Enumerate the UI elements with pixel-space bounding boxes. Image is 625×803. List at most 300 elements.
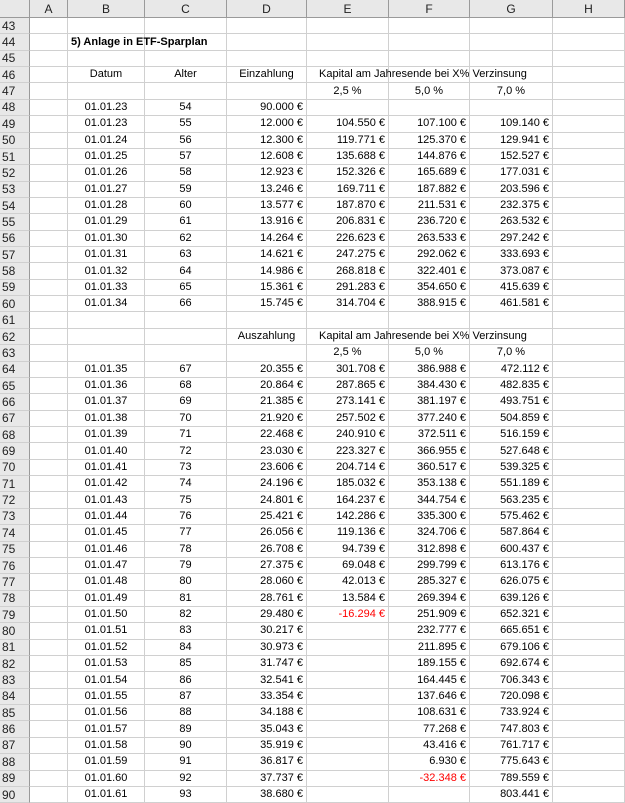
cell-a[interactable] [30,427,68,443]
capital-5-0-cell[interactable]: 354.650 € [389,280,470,296]
amount-cell[interactable]: 15.361 € [227,280,307,296]
capital-5-0-cell[interactable]: 324.706 € [389,525,470,541]
capital-7-0-cell[interactable]: 527.648 € [470,443,553,459]
age-cell[interactable]: 78 [145,542,227,558]
header-datum[interactable]: Datum [68,67,145,83]
cell-h[interactable] [553,100,625,116]
cell-h[interactable] [553,558,625,574]
date-cell[interactable]: 01.01.41 [68,460,145,476]
cell-a[interactable] [30,312,68,328]
cell-a[interactable] [30,640,68,656]
amount-cell[interactable]: 21.385 € [227,394,307,410]
cell-h[interactable] [553,574,625,590]
capital-5-0-cell[interactable]: 384.430 € [389,378,470,394]
cell-g[interactable] [470,34,553,50]
capital-7-0-cell[interactable]: 626.075 € [470,574,553,590]
capital-5-0-cell[interactable]: -32.348 € [389,771,470,787]
cell-h[interactable] [553,705,625,721]
capital-5-0-cell[interactable]: 335.300 € [389,509,470,525]
amount-cell[interactable]: 23.606 € [227,460,307,476]
amount-cell[interactable]: 36.817 € [227,754,307,770]
capital-7-0-cell[interactable]: 652.321 € [470,607,553,623]
row-header[interactable]: 47 [0,83,30,99]
age-cell[interactable]: 63 [145,247,227,263]
header-kapital[interactable]: Kapital am Jahresende bei X% Verzinsung [307,67,389,83]
cell-c[interactable] [145,51,227,67]
age-cell[interactable]: 89 [145,721,227,737]
header-alter[interactable]: Alter [145,67,227,83]
age-cell[interactable]: 92 [145,771,227,787]
capital-5-0-cell[interactable]: 251.909 € [389,607,470,623]
row-header[interactable]: 45 [0,51,30,67]
age-cell[interactable]: 88 [145,705,227,721]
age-cell[interactable]: 77 [145,525,227,541]
cell-d[interactable] [227,345,307,361]
cell-h[interactable] [553,394,625,410]
capital-5-0-cell[interactable]: 322.401 € [389,263,470,279]
cell-c[interactable] [145,18,227,34]
cell-e[interactable] [307,18,389,34]
capital-7-0-cell[interactable]: 733.924 € [470,705,553,721]
date-cell[interactable]: 01.01.28 [68,198,145,214]
date-cell[interactable]: 01.01.29 [68,214,145,230]
cell-f[interactable] [389,787,470,803]
cell-h[interactable] [553,787,625,803]
row-header[interactable]: 52 [0,165,30,181]
age-cell[interactable]: 79 [145,558,227,574]
row-header[interactable]: 55 [0,214,30,230]
cell-a[interactable] [30,591,68,607]
age-cell[interactable]: 87 [145,689,227,705]
capital-2-5-cell[interactable]: 240.910 € [307,427,389,443]
cell-a[interactable] [30,133,68,149]
row-header[interactable]: 44 [0,34,30,50]
capital-5-0-cell[interactable]: 211.895 € [389,640,470,656]
date-cell[interactable]: 01.01.39 [68,427,145,443]
capital-5-0-cell[interactable]: 107.100 € [389,116,470,132]
header-einzahlung[interactable]: Einzahlung [227,67,307,83]
capital-2-5-cell[interactable]: 94.739 € [307,542,389,558]
capital-7-0-cell[interactable]: 177.031 € [470,165,553,181]
cell-f[interactable] [389,51,470,67]
cell-b[interactable] [68,83,145,99]
cell-h[interactable] [553,18,625,34]
amount-cell[interactable]: 15.745 € [227,296,307,312]
row-header[interactable]: 63 [0,345,30,361]
cell-h[interactable] [553,656,625,672]
cell-a[interactable] [30,362,68,378]
date-cell[interactable]: 01.01.60 [68,771,145,787]
capital-2-5-cell[interactable]: 287.865 € [307,378,389,394]
age-cell[interactable]: 90 [145,738,227,754]
amount-cell[interactable]: 14.621 € [227,247,307,263]
amount-cell[interactable]: 35.919 € [227,738,307,754]
capital-7-0-cell[interactable]: 129.941 € [470,133,553,149]
age-cell[interactable]: 56 [145,133,227,149]
date-cell[interactable]: 01.01.32 [68,263,145,279]
amount-cell[interactable]: 30.973 € [227,640,307,656]
cell-a[interactable] [30,509,68,525]
capital-7-0-cell[interactable]: 679.106 € [470,640,553,656]
date-cell[interactable]: 01.01.35 [68,362,145,378]
row-header[interactable]: 64 [0,362,30,378]
amount-cell[interactable]: 37.737 € [227,771,307,787]
capital-5-0-cell[interactable]: 43.416 € [389,738,470,754]
row-header[interactable]: 67 [0,411,30,427]
capital-5-0-cell[interactable]: 377.240 € [389,411,470,427]
cell-h[interactable] [553,738,625,754]
age-cell[interactable]: 70 [145,411,227,427]
cell-h[interactable] [553,312,625,328]
amount-cell[interactable]: 12.923 € [227,165,307,181]
amount-cell[interactable]: 38.680 € [227,787,307,803]
cell-h[interactable] [553,149,625,165]
date-cell[interactable]: 01.01.25 [68,149,145,165]
capital-7-0-cell[interactable]: 263.532 € [470,214,553,230]
header-rate[interactable]: 2,5 % [307,83,389,99]
cell-e[interactable] [307,34,389,50]
amount-cell[interactable]: 13.577 € [227,198,307,214]
cell-h[interactable] [553,214,625,230]
header-rate[interactable]: 7,0 % [470,345,553,361]
cell-f[interactable] [389,100,470,116]
age-cell[interactable]: 55 [145,116,227,132]
row-header[interactable]: 89 [0,771,30,787]
capital-5-0-cell[interactable]: 165.689 € [389,165,470,181]
capital-2-5-cell[interactable]: 69.048 € [307,558,389,574]
age-cell[interactable]: 59 [145,182,227,198]
age-cell[interactable]: 93 [145,787,227,803]
amount-cell[interactable]: 13.246 € [227,182,307,198]
capital-2-5-cell[interactable]: 206.831 € [307,214,389,230]
age-cell[interactable]: 69 [145,394,227,410]
row-header[interactable]: 72 [0,492,30,508]
age-cell[interactable]: 85 [145,656,227,672]
capital-2-5-cell[interactable]: 42.013 € [307,574,389,590]
row-header[interactable]: 59 [0,280,30,296]
select-all-corner[interactable] [0,0,30,17]
amount-cell[interactable]: 14.986 € [227,263,307,279]
date-cell[interactable]: 01.01.27 [68,182,145,198]
date-cell[interactable]: 01.01.43 [68,492,145,508]
age-cell[interactable]: 68 [145,378,227,394]
capital-7-0-cell[interactable]: 482.835 € [470,378,553,394]
column-header-d[interactable]: D [227,0,307,17]
cell-a[interactable] [30,34,68,50]
capital-5-0-cell[interactable]: 137.646 € [389,689,470,705]
capital-7-0-cell[interactable]: 639.126 € [470,591,553,607]
capital-2-5-cell[interactable]: 257.502 € [307,411,389,427]
cell-h[interactable] [553,182,625,198]
row-header[interactable]: 53 [0,182,30,198]
capital-7-0-cell[interactable]: 706.343 € [470,672,553,688]
age-cell[interactable]: 72 [145,443,227,459]
row-header[interactable]: 62 [0,329,30,345]
age-cell[interactable]: 65 [145,280,227,296]
capital-2-5-cell[interactable]: 13.584 € [307,591,389,607]
row-header[interactable]: 57 [0,247,30,263]
cell-h[interactable] [553,198,625,214]
date-cell[interactable]: 01.01.40 [68,443,145,459]
cell-h[interactable] [553,116,625,132]
cell-a[interactable] [30,280,68,296]
amount-cell[interactable]: 26.708 € [227,542,307,558]
cell-a[interactable] [30,51,68,67]
cell-h[interactable] [553,525,625,541]
date-cell[interactable]: 01.01.61 [68,787,145,803]
cell-h[interactable] [553,329,625,345]
cell-h[interactable] [553,607,625,623]
cell-h[interactable] [553,754,625,770]
cell-h[interactable] [553,165,625,181]
header-rate[interactable]: 5,0 % [389,345,470,361]
date-cell[interactable]: 01.01.47 [68,558,145,574]
cell-a[interactable] [30,198,68,214]
capital-5-0-cell[interactable]: 344.754 € [389,492,470,508]
capital-7-0-cell[interactable]: 613.176 € [470,558,553,574]
age-cell[interactable]: 86 [145,672,227,688]
capital-7-0-cell[interactable]: 203.596 € [470,182,553,198]
date-cell[interactable]: 01.01.26 [68,165,145,181]
capital-5-0-cell[interactable]: 366.955 € [389,443,470,459]
cell-g[interactable] [470,312,553,328]
capital-2-5-cell[interactable]: 314.704 € [307,296,389,312]
capital-7-0-cell[interactable]: 415.639 € [470,280,553,296]
capital-2-5-cell[interactable]: 273.141 € [307,394,389,410]
capital-7-0-cell[interactable]: 551.189 € [470,476,553,492]
cell-b[interactable] [68,51,145,67]
capital-2-5-cell[interactable]: 204.714 € [307,460,389,476]
column-header-b[interactable]: B [68,0,145,17]
age-cell[interactable]: 54 [145,100,227,116]
amount-cell[interactable]: 34.188 € [227,705,307,721]
date-cell[interactable]: 01.01.23 [68,100,145,116]
cell-h[interactable] [553,460,625,476]
date-cell[interactable]: 01.01.53 [68,656,145,672]
cell-h[interactable] [553,362,625,378]
row-header[interactable]: 66 [0,394,30,410]
capital-7-0-cell[interactable]: 493.751 € [470,394,553,410]
capital-2-5-cell[interactable]: 247.275 € [307,247,389,263]
capital-7-0-cell[interactable]: 516.159 € [470,427,553,443]
capital-7-0-cell[interactable]: 587.864 € [470,525,553,541]
capital-7-0-cell[interactable]: 109.140 € [470,116,553,132]
age-cell[interactable]: 76 [145,509,227,525]
capital-7-0-cell[interactable]: 373.087 € [470,263,553,279]
cell-a[interactable] [30,542,68,558]
cell-h[interactable] [553,721,625,737]
capital-5-0-cell[interactable]: 187.882 € [389,182,470,198]
cell-b[interactable] [68,312,145,328]
cell-h[interactable] [553,411,625,427]
capital-7-0-cell[interactable]: 747.803 € [470,721,553,737]
amount-cell[interactable]: 35.043 € [227,721,307,737]
cell-a[interactable] [30,492,68,508]
amount-cell[interactable]: 32.541 € [227,672,307,688]
row-header[interactable]: 76 [0,558,30,574]
capital-5-0-cell[interactable]: 360.517 € [389,460,470,476]
capital-5-0-cell[interactable]: 125.370 € [389,133,470,149]
capital-2-5-cell[interactable]: 301.708 € [307,362,389,378]
capital-5-0-cell[interactable]: 263.533 € [389,231,470,247]
cell-a[interactable] [30,607,68,623]
cell-d[interactable] [227,18,307,34]
cell-h[interactable] [553,34,625,50]
cell-a[interactable] [30,100,68,116]
age-cell[interactable]: 84 [145,640,227,656]
capital-2-5-cell[interactable]: 152.326 € [307,165,389,181]
capital-5-0-cell[interactable]: 381.197 € [389,394,470,410]
age-cell[interactable]: 64 [145,263,227,279]
cell-a[interactable] [30,263,68,279]
row-header[interactable]: 81 [0,640,30,656]
header-rate[interactable]: 7,0 % [470,83,553,99]
cell-h[interactable] [553,263,625,279]
amount-cell[interactable]: 26.056 € [227,525,307,541]
age-cell[interactable]: 75 [145,492,227,508]
age-cell[interactable]: 73 [145,460,227,476]
cell-c[interactable] [145,83,227,99]
cell-h[interactable] [553,542,625,558]
row-header[interactable]: 48 [0,100,30,116]
row-header[interactable]: 49 [0,116,30,132]
capital-5-0-cell[interactable]: 353.138 € [389,476,470,492]
row-header[interactable]: 71 [0,476,30,492]
capital-7-0-cell[interactable]: 563.235 € [470,492,553,508]
date-cell[interactable]: 01.01.59 [68,754,145,770]
capital-5-0-cell[interactable]: 108.631 € [389,705,470,721]
cell-h[interactable] [553,640,625,656]
cell-h[interactable] [553,771,625,787]
cell-a[interactable] [30,574,68,590]
date-cell[interactable]: 01.01.52 [68,640,145,656]
cell-e[interactable] [307,721,389,737]
cell-e[interactable] [307,738,389,754]
amount-cell[interactable]: 23.030 € [227,443,307,459]
capital-7-0-cell[interactable]: 692.674 € [470,656,553,672]
row-header[interactable]: 58 [0,263,30,279]
cell-h[interactable] [553,689,625,705]
amount-cell[interactable]: 31.747 € [227,656,307,672]
amount-cell[interactable]: 28.761 € [227,591,307,607]
date-cell[interactable]: 01.01.46 [68,542,145,558]
row-header[interactable]: 75 [0,542,30,558]
date-cell[interactable]: 01.01.37 [68,394,145,410]
capital-7-0-cell[interactable]: 152.527 € [470,149,553,165]
cell-d[interactable] [227,34,307,50]
capital-5-0-cell[interactable]: 189.155 € [389,656,470,672]
capital-7-0-cell[interactable]: 472.112 € [470,362,553,378]
amount-cell[interactable]: 12.608 € [227,149,307,165]
cell-a[interactable] [30,329,68,345]
capital-7-0-cell[interactable]: 232.375 € [470,198,553,214]
row-header[interactable]: 86 [0,721,30,737]
amount-cell[interactable]: 12.300 € [227,133,307,149]
cell-a[interactable] [30,754,68,770]
cell-e[interactable] [307,51,389,67]
cell-a[interactable] [30,689,68,705]
age-cell[interactable]: 61 [145,214,227,230]
header-rate[interactable]: 2,5 % [307,345,389,361]
cell-d[interactable] [227,51,307,67]
capital-2-5-cell[interactable]: 119.136 € [307,525,389,541]
cell-e[interactable] [307,771,389,787]
capital-5-0-cell[interactable]: 372.511 € [389,427,470,443]
cell-h[interactable] [553,443,625,459]
cell-h[interactable] [553,378,625,394]
cell-a[interactable] [30,149,68,165]
cell-h[interactable] [553,67,625,83]
cell-a[interactable] [30,247,68,263]
row-header[interactable]: 78 [0,591,30,607]
capital-5-0-cell[interactable]: 299.799 € [389,558,470,574]
row-header[interactable]: 83 [0,672,30,688]
cell-g[interactable] [470,18,553,34]
cell-a[interactable] [30,721,68,737]
amount-cell[interactable]: 33.354 € [227,689,307,705]
capital-2-5-cell[interactable]: 268.818 € [307,263,389,279]
cell-h[interactable] [553,247,625,263]
capital-5-0-cell[interactable]: 269.394 € [389,591,470,607]
age-cell[interactable]: 91 [145,754,227,770]
amount-cell[interactable]: 24.801 € [227,492,307,508]
amount-cell[interactable]: 27.375 € [227,558,307,574]
amount-cell[interactable]: 12.000 € [227,116,307,132]
cell-a[interactable] [30,558,68,574]
cell-e[interactable] [307,689,389,705]
amount-cell[interactable]: 22.468 € [227,427,307,443]
age-cell[interactable]: 66 [145,296,227,312]
age-cell[interactable]: 83 [145,623,227,639]
row-header[interactable]: 61 [0,312,30,328]
row-header[interactable]: 88 [0,754,30,770]
cell-a[interactable] [30,738,68,754]
date-cell[interactable]: 01.01.30 [68,231,145,247]
amount-cell[interactable]: 14.264 € [227,231,307,247]
row-header[interactable]: 79 [0,607,30,623]
date-cell[interactable]: 01.01.58 [68,738,145,754]
age-cell[interactable]: 62 [145,231,227,247]
row-header[interactable]: 50 [0,133,30,149]
date-cell[interactable]: 01.01.54 [68,672,145,688]
date-cell[interactable]: 01.01.34 [68,296,145,312]
cell-a[interactable] [30,18,68,34]
cell-h[interactable] [553,427,625,443]
cell-a[interactable] [30,525,68,541]
cell-a[interactable] [30,83,68,99]
header-auszahlung[interactable]: Auszahlung [227,329,307,345]
cell-e[interactable] [307,787,389,803]
capital-7-0-cell[interactable]: 803.441 € [470,787,553,803]
date-cell[interactable]: 01.01.23 [68,116,145,132]
cell-b[interactable] [68,18,145,34]
cell-grid[interactable] [0,18,625,803]
row-header[interactable]: 68 [0,427,30,443]
cell-a[interactable] [30,460,68,476]
age-cell[interactable]: 74 [145,476,227,492]
amount-cell[interactable]: 24.196 € [227,476,307,492]
row-header[interactable]: 65 [0,378,30,394]
date-cell[interactable]: 01.01.57 [68,721,145,737]
date-cell[interactable]: 01.01.36 [68,378,145,394]
amount-cell[interactable]: 30.217 € [227,623,307,639]
age-cell[interactable]: 81 [145,591,227,607]
date-cell[interactable]: 01.01.44 [68,509,145,525]
column-header-a[interactable]: A [30,0,68,17]
cell-a[interactable] [30,787,68,803]
row-header[interactable]: 46 [0,67,30,83]
row-header[interactable]: 82 [0,656,30,672]
